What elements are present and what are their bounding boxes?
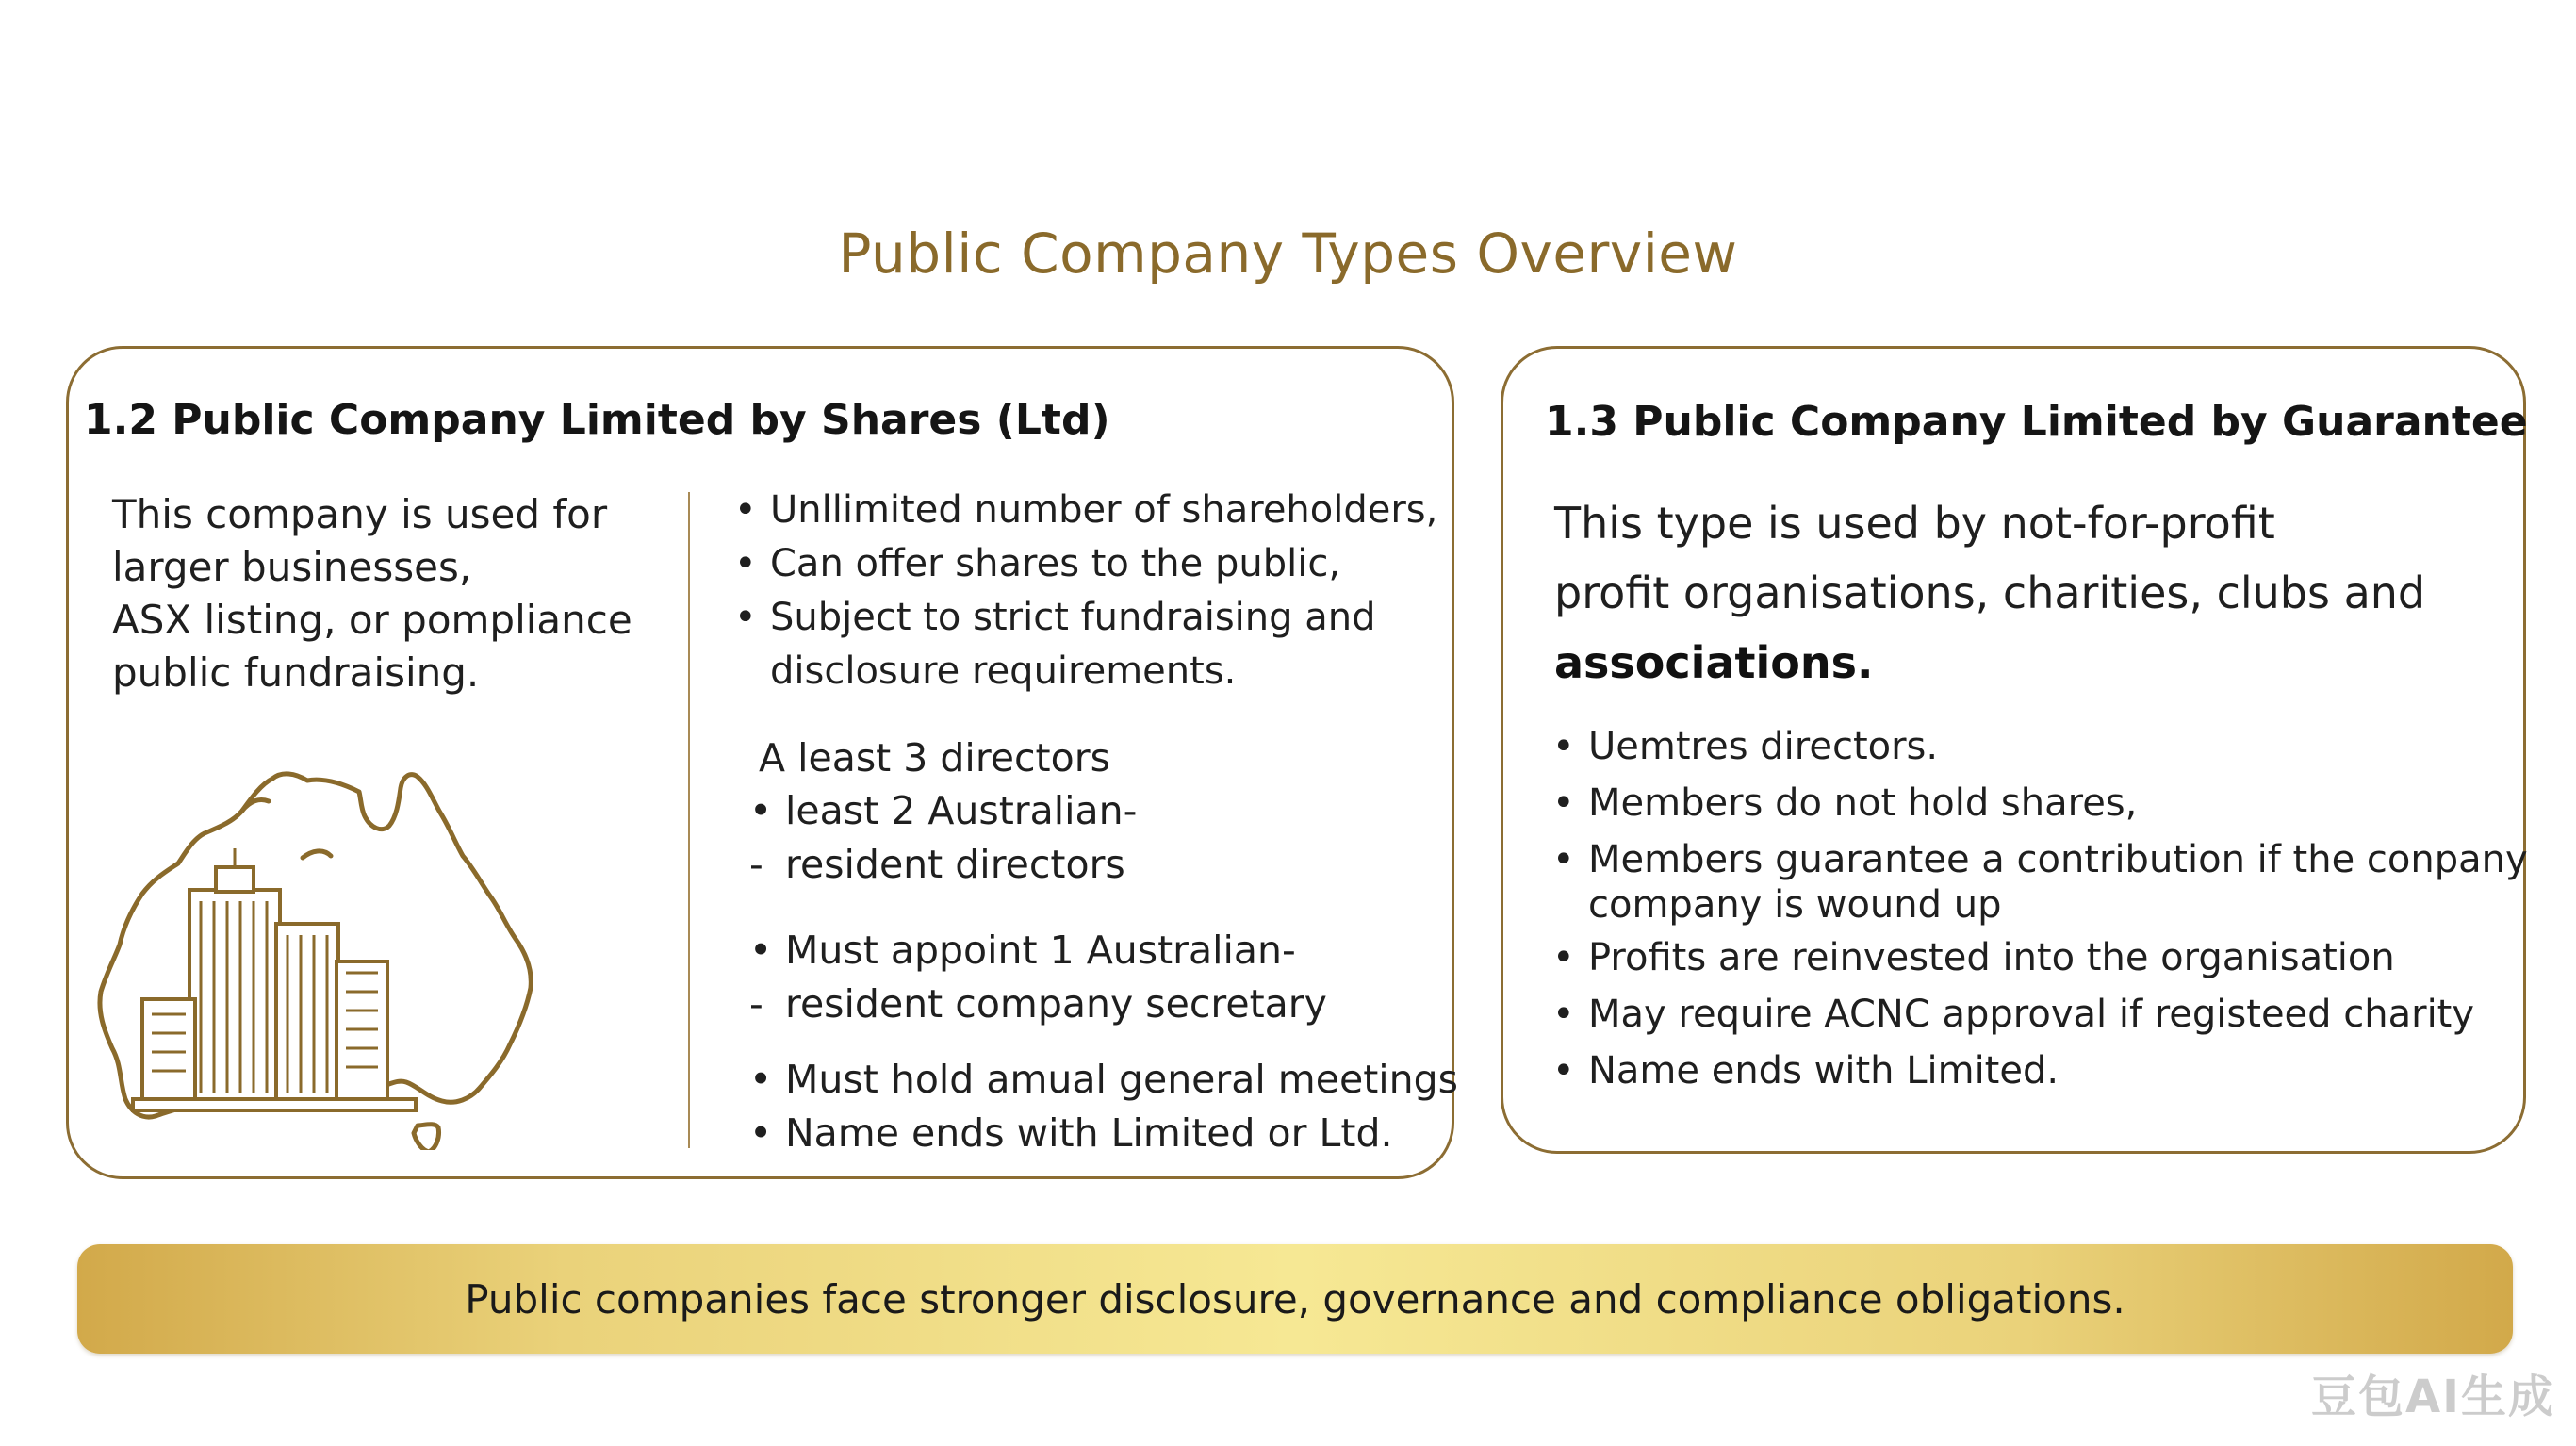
shares-intro-line: This company is used for	[112, 491, 608, 537]
card-limited-by-guarantee	[1501, 346, 2526, 1154]
list-item: • Members guarantee a contribution if the conpany company is wound up	[1552, 838, 2528, 927]
list-item: - resident company secretary	[749, 981, 1327, 1027]
page-title: Public Company Types Overview	[838, 222, 1738, 286]
list-item: • Uemtres directors.	[1552, 725, 1939, 768]
card-title-shares: 1.2 Public Company Limited by Shares (Ltd)	[84, 396, 1110, 444]
list-item: • Can offer shares to the public,	[734, 542, 1341, 585]
list-item: • Subject to strict fundraising and	[734, 596, 1376, 639]
guarantee-intro-line: This type is used by not-for-profit	[1554, 498, 2275, 549]
guarantee-intro-bold: associations.	[1554, 637, 1874, 688]
australia-map-with-buildings-icon	[76, 726, 680, 1150]
shares-intro-text	[112, 488, 715, 699]
watermark: 豆包AI生成	[2310, 1371, 2555, 1423]
list-item: • Name ends with Limited or Ltd.	[749, 1110, 1393, 1156]
list-item: • Profits are reinvested into the organisation	[1552, 936, 2395, 979]
card-limited-by-shares	[66, 346, 1459, 1179]
list-item: • Unllimited number of shareholders,	[734, 488, 1438, 532]
shares-intro-line: public fundraising.	[112, 649, 480, 696]
list-item: - resident directors	[749, 842, 1125, 887]
secretary-list	[749, 924, 1327, 1031]
meetings-list	[749, 1053, 1458, 1160]
shares-intro-line: ASX listing, or pompliance	[112, 597, 632, 643]
list-item: • Members do not hold shares,	[1552, 781, 2138, 825]
guarantee-features-list	[1552, 718, 2528, 1099]
guarantee-intro-text	[1554, 488, 2425, 698]
summary-banner: Public companies face stronger disclosure, governance and compliance obligations.	[77, 1244, 2513, 1354]
list-item: • Must appoint 1 Australian-	[749, 928, 1296, 973]
shares-intro-line: larger businesses,	[112, 544, 472, 590]
column-divider	[688, 492, 690, 1148]
list-item: • Name ends with Limited.	[1552, 1049, 2059, 1093]
list-item: • least 2 Australian-	[749, 788, 1138, 833]
list-item-continuation: disclosure requirements.	[770, 649, 1237, 693]
directors-heading: A least 3 directors	[759, 735, 1110, 781]
guarantee-intro-line: profit organisations, charities, clubs and	[1554, 567, 2426, 618]
directors-list	[749, 784, 1137, 892]
card-title-guarantee: 1.3 Public Company Limited by Guarantee	[1545, 398, 2528, 446]
list-item: • Must hold amual general meetings	[749, 1057, 1459, 1102]
list-item: • May require ACNC approval if registeed charity	[1552, 993, 2475, 1036]
shares-features-list	[734, 484, 1437, 698]
